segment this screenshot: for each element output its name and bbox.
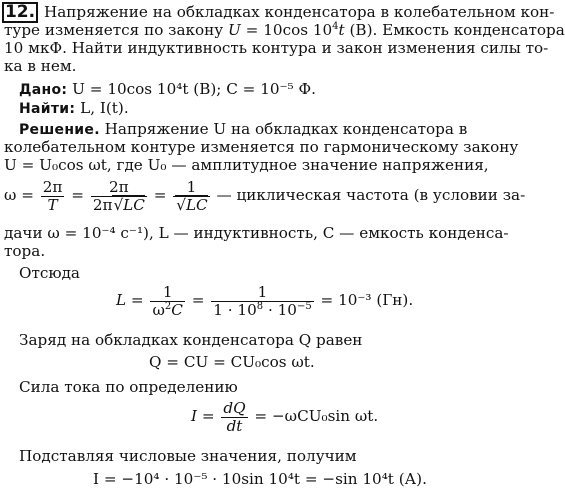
problem-text-line-1: Напряжение на обкладках конденсатора в колебательном кон- (44, 3, 555, 21)
find-text: L, I(t). (80, 99, 129, 117)
omega-formula-line: ω = $\frac{2\pi}{T}$ = $\frac{2\pi}{2\pi√LC}$ = $\frac{1}{√LC}$ — циклическая частота (в условии за- (4, 177, 526, 214)
solution-line-3: U = U₀cos ωt, где U₀ — амплитудное значение напряжения, (4, 156, 489, 174)
charge-text: Заряд на обкладках конденсатора Q равен (19, 331, 363, 349)
solution-line-6: тора. (4, 242, 46, 260)
current-formula: I = $\frac{dQ}{dt}$ = −ωCU₀sin ωt. (191, 398, 379, 435)
problem-number: 12. (2, 2, 38, 23)
given-label: Дано: (19, 82, 68, 98)
problem-text-line-2: туре изменяется по закону U = 10cos $10^4t$ (В). Емкость конденсатора (4, 20, 565, 39)
problem-text-line-4: ка в нем. (4, 57, 77, 75)
charge-formula: Q = CU = CU₀cos ωt. (149, 353, 315, 371)
problem-text-line-3: 10 мкФ. Найти индуктивность контура и закон изменения силы то- (4, 39, 549, 57)
inductance-formula: L = $\frac{1}{\omega^2C}$ = $\frac{1}{1 \cdot 10^8 \cdot 10^{-5}}$ = 10⁻³ (Гн). (116, 282, 414, 319)
solution-label: Решение. (19, 122, 100, 138)
hence-text: Отсюда (19, 264, 80, 282)
substitute-text: Подставляя числовые значения, получим (19, 447, 357, 465)
find-label: Найти: (19, 101, 76, 117)
solution-line-1: Решение. Напряжение U на обкладках конденсатора в (19, 120, 468, 138)
solution-line-2: колебательном контуре изменяется по гармоническому закону (4, 138, 519, 156)
current-text: Сила тока по определению (19, 378, 238, 396)
given-text: U = 10cos 10⁴t (В); C = 10⁻⁵ Ф. (72, 80, 316, 98)
given-line (19, 80, 316, 99)
solution-line-5: дачи ω = 10⁻⁴ с⁻¹), L — индуктивность, C — емкость конденса- (4, 224, 509, 242)
find-line (19, 99, 129, 118)
final-formula: I = −10⁴ · 10⁻⁵ · 10sin 10⁴t = −sin 10⁴t (А). (93, 470, 427, 488)
